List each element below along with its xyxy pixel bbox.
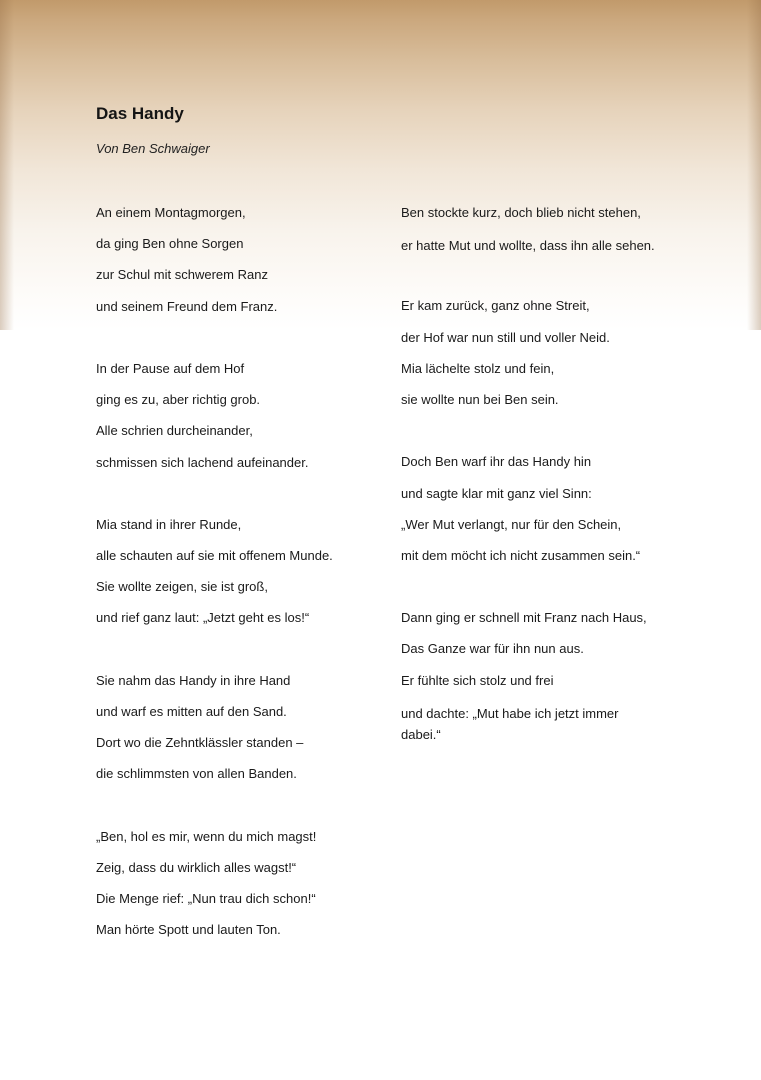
- poem-line: Alle schrien durcheinander,: [96, 423, 253, 439]
- scan-shadow-left: [0, 0, 14, 330]
- poem-line: Mia lächelte stolz und fein,: [401, 360, 555, 376]
- stanza: [96, 204, 386, 329]
- stanza-gap: [96, 641, 386, 672]
- stanza: [96, 516, 386, 641]
- poem-line: Dort wo die Zehntklässler standen –: [96, 735, 304, 751]
- poem-line: Doch Ben warf ihr das Handy hin: [401, 454, 592, 470]
- poem-line: An einem Montagmorgen,: [96, 205, 246, 220]
- poem-line: Mia stand in ihrer Runde,: [96, 516, 242, 532]
- poem-column-left: [96, 204, 386, 953]
- poem-line: mit dem möcht ich nicht zusammen sein.“: [401, 547, 641, 563]
- stanza-gap: [401, 266, 691, 297]
- stanza: [401, 297, 691, 422]
- poem-author: Von Ben Schwaiger: [96, 141, 210, 156]
- poem-line: und warf es mitten auf den Sand.: [96, 704, 287, 719]
- poem-line: ging es zu, aber richtig grob.: [96, 392, 261, 408]
- poem-line: Zeig, dass du wirklich alles wagst!“: [96, 859, 297, 875]
- stanza: [96, 672, 386, 797]
- stanza-gap: [96, 485, 386, 516]
- poem-line: Das Ganze war für ihn nun aus.: [401, 641, 584, 657]
- poem-column-right: [401, 204, 691, 755]
- poem-line: Man hörte Spott und lauten Ton.: [96, 922, 281, 938]
- stanza-gap: [401, 578, 691, 609]
- poem-line: und sagte klar mit ganz viel Sinn:: [401, 485, 592, 501]
- poem-line: Ben stockte kurz, doch blieb nicht stehen,: [401, 205, 641, 220]
- poem-line: Sie nahm das Handy in ihre Hand: [96, 672, 291, 688]
- poem-line: schmissen sich lachend aufeinander.: [96, 454, 309, 470]
- stanza: [96, 360, 386, 485]
- stanza: [401, 609, 691, 745]
- poem-line: und dachte: „Mut habe ich jetzt immer dabei.“: [401, 705, 619, 742]
- stanza: [401, 204, 691, 256]
- poem-line: Die Menge rief: „Nun trau dich schon!“: [96, 891, 316, 907]
- poem-line: der Hof war nun still und voller Neid.: [401, 329, 610, 345]
- poem-line: und seinem Freund dem Franz.: [96, 298, 278, 314]
- poem-line: „Ben, hol es mir, wenn du mich magst!: [96, 828, 317, 844]
- poem-line: sie wollte nun bei Ben sein.: [401, 391, 559, 407]
- poem-title: Das Handy: [96, 104, 184, 123]
- poem-line: er hatte Mut und wollte, dass ihn alle sehen.: [401, 238, 655, 254]
- stanza: [401, 453, 691, 578]
- poem-line: Er fühlte sich stolz und frei: [401, 672, 554, 688]
- poem-line: In der Pause auf dem Hof: [96, 360, 245, 376]
- poem-line: Sie wollte zeigen, sie ist groß,: [96, 579, 268, 595]
- stanza-gap: [401, 422, 691, 453]
- scan-shadow-right: [747, 0, 761, 330]
- poem-line: zur Schul mit schwerem Ranz: [96, 267, 268, 283]
- poem-line: alle schauten auf sie mit offenem Munde.: [96, 548, 333, 564]
- stanza-gap: [96, 329, 386, 360]
- poem-line: Er kam zurück, ganz ohne Streit,: [401, 298, 590, 314]
- stanza: [96, 828, 386, 953]
- poem-line: da ging Ben ohne Sorgen: [96, 236, 244, 252]
- poem-line: „Wer Mut verlangt, nur für den Schein,: [401, 516, 622, 532]
- stanza-gap: [96, 797, 386, 828]
- poem-line: Dann ging er schnell mit Franz nach Haus,: [401, 610, 647, 626]
- poem-line: die schlimmsten von allen Banden.: [96, 766, 297, 782]
- poem-line: und rief ganz laut: „Jetzt geht es los!“: [96, 610, 310, 626]
